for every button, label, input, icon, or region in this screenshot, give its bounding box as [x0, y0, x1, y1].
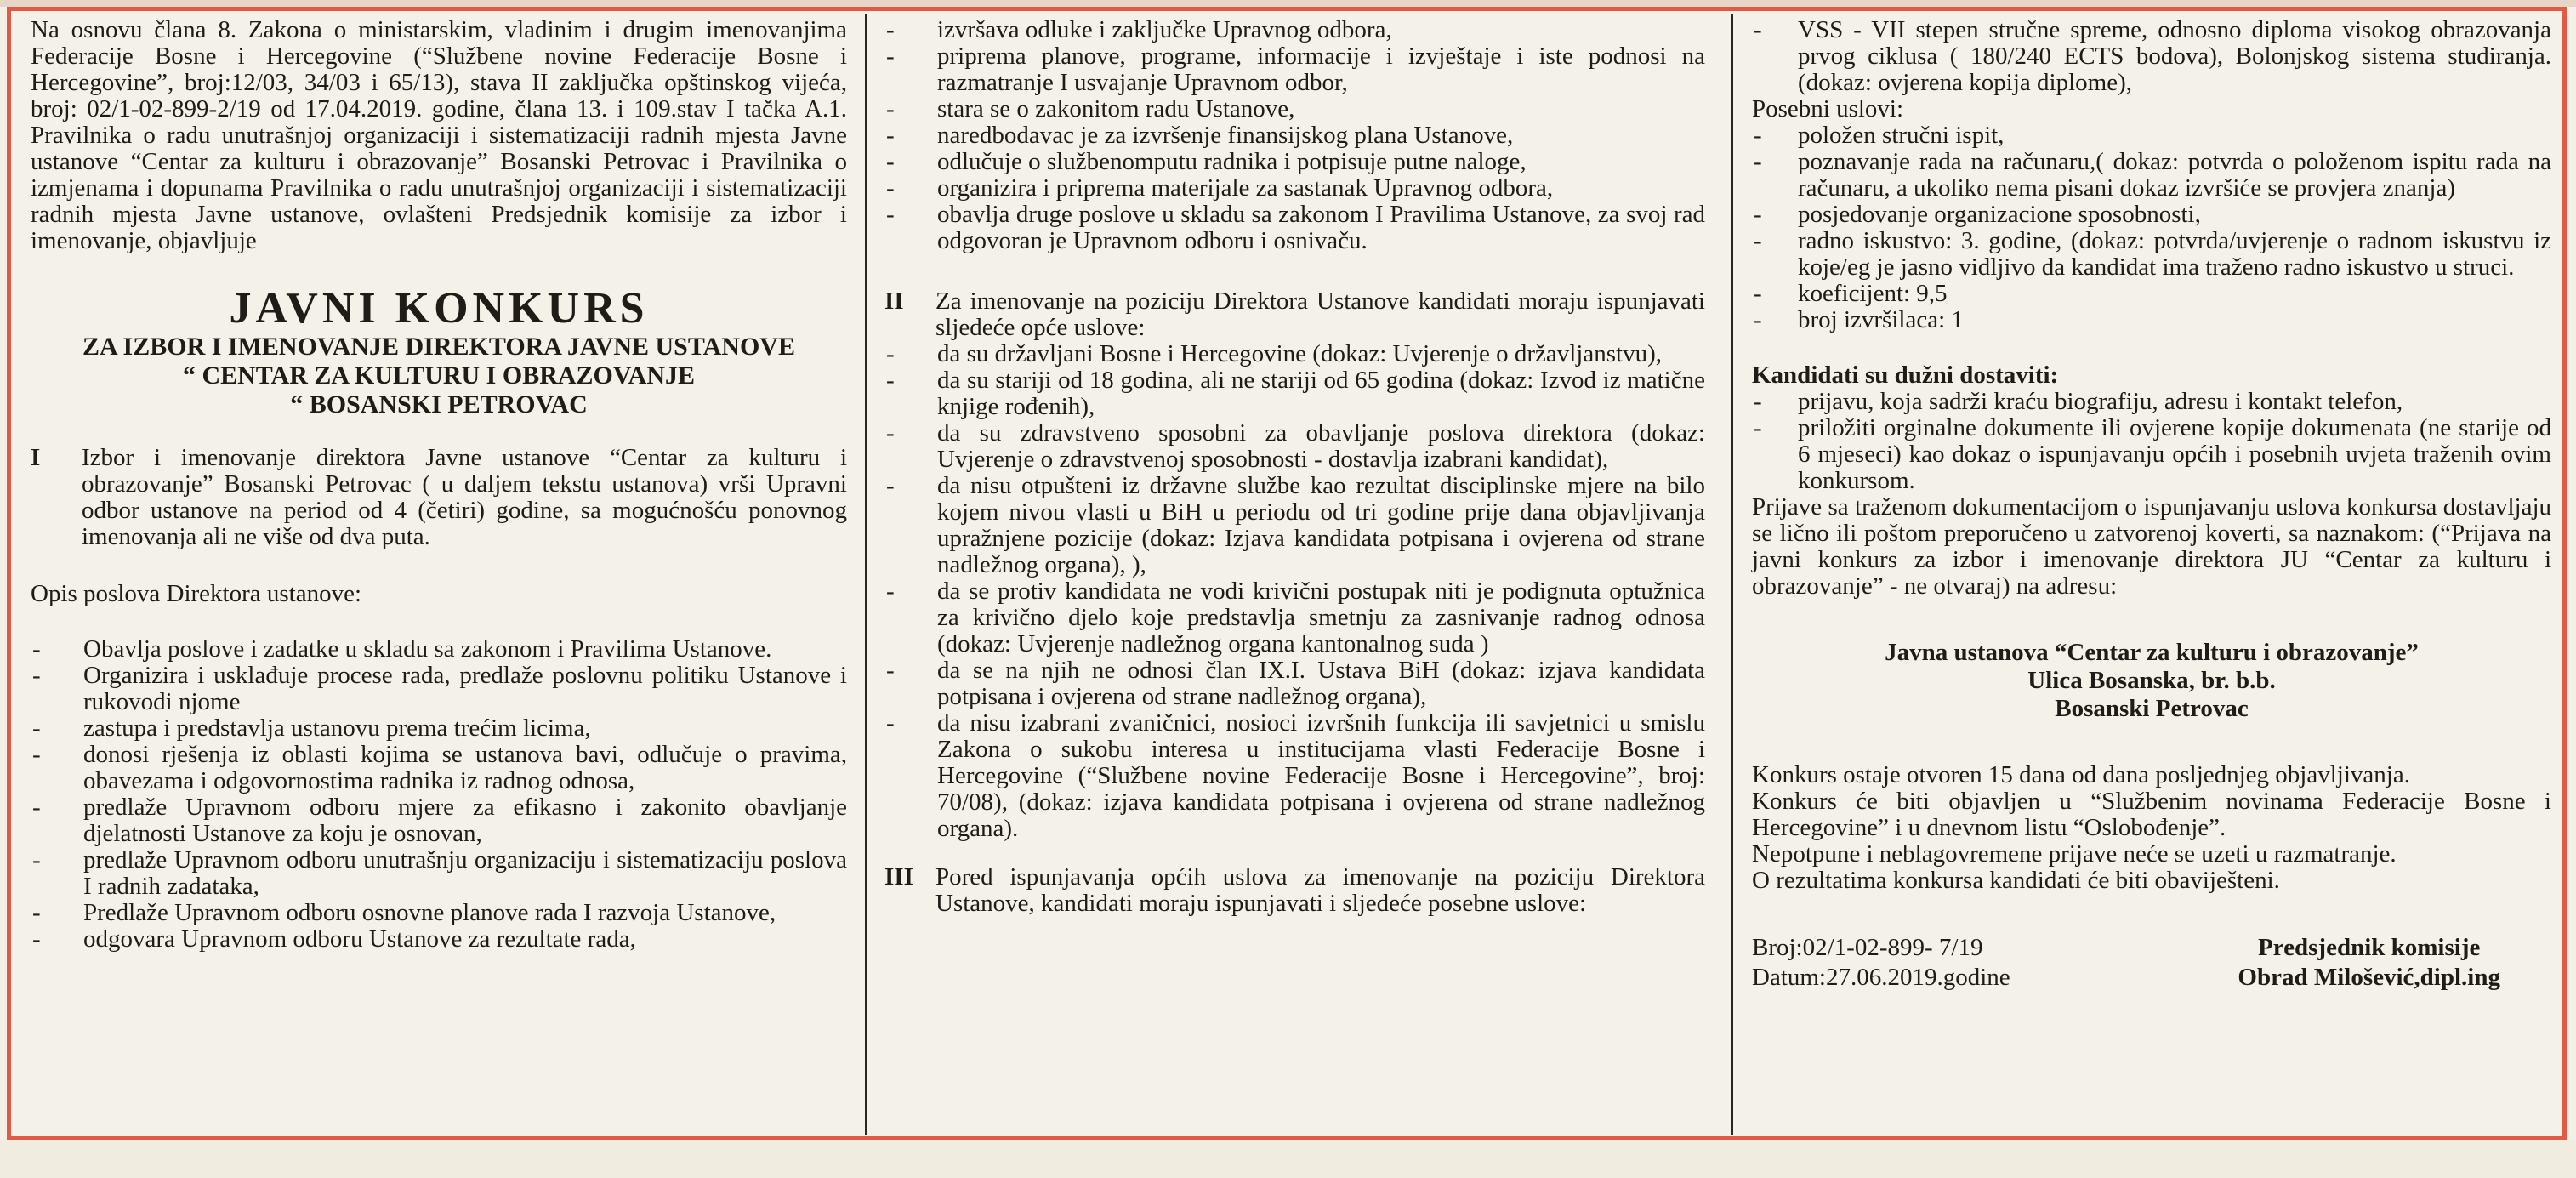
special-conditions-list: [1752, 122, 2551, 333]
list-item: - priložiti orginalne dokumente ili ovjerene kopije dokumenata (ne starije od 6 mjeseci) kao dokaz o ispunjavanju općih i posebnih uvjeta traženih ovim konkursom.: [1752, 415, 2551, 494]
list-item: - položen stručni ispit,: [1752, 122, 2551, 149]
list-item: - da su državljani Bosne i Hercegovine (dokaz: Uvjerenje o državljanstvu),: [884, 341, 1705, 367]
list-item: - VSS - VII stepen stručne spreme, odnosno diploma visokog obrazovanja prvog ciklusa ( 180/240 ECTS bodova), Bolonjskog sistema studiranja. (dokaz: ovjerena kopija diplome),: [1752, 17, 2551, 96]
duties-list-2: [884, 17, 1705, 254]
list-item: - obavlja druge poslove u skladu sa zakonom I Pravilima Ustanove, za svoj rad odgovoran je Upravnom odboru i osnivaču.: [884, 202, 1705, 254]
address-block: [1752, 639, 2551, 723]
list-item: - posjedovanje organizacione sposobnosti,: [1752, 202, 2551, 228]
list-item: - priprema planove, programe, informacije i izvještaje i iste podnosi na razmatranje I usvajanje Upravnom odbor,: [884, 43, 1705, 96]
list-item: - prijavu, koja sadrži kraću biografiju, adresu i kontakt telefon,: [1752, 389, 2551, 415]
signature-block: [2238, 933, 2551, 993]
page-title: JAVNI KONKURS: [229, 284, 649, 333]
special-conditions-heading: Posebni uslovi:: [1752, 95, 1904, 122]
list-item: - predlaže Upravnom odboru unutrašnju organizaciju i sistematizaciju poslova I radnih zadataka,: [31, 847, 847, 900]
column-1: [31, 17, 847, 953]
education-requirement-list: [1752, 17, 2551, 96]
section-1-number: I: [31, 444, 41, 471]
list-item: - izvršava odluke i zaključke Upravnog odbora,: [884, 17, 1705, 43]
duties-heading: Opis poslova Direktora ustanove:: [31, 580, 362, 607]
list-item: - Organizira i usklađuje procese rada, predlaže poslovnu politiku Ustanove i rukovodi njome: [31, 663, 847, 715]
list-item: - poznavanje rada na računaru,( dokaz: potvrda o položenom ispitu rada na računaru, a ukoliko nema pisani dokaz izvršiće se provjera znanja): [1752, 149, 2551, 202]
section-3-number: III: [884, 863, 913, 891]
subtitle-line-1: ZA IZBOR I IMENOVANJE DIREKTORA JAVNE USTANOVE: [82, 333, 795, 361]
address-line-1: Javna ustanova “Centar za kulturu i obrazovanje”: [1885, 639, 2419, 666]
list-item: - broj izvršilaca: 1: [1752, 307, 2551, 333]
deliver-heading: Kandidati su dužni dostaviti:: [1752, 361, 2059, 389]
duties-list-1: [31, 636, 847, 953]
section-1-text: Izbor i imenovanje direktora Javne ustanove “Centar za kulturu i obrazovanje” Bosanski Petrovac ( u daljem tekstu ustanova) vrši Upravni odbor ustanove na period od 4 (četiri) godine, sa mogućnošću ponovnog imenovanja ali ne više od dva puta.: [82, 444, 847, 550]
list-item: - odlučuje o službenomputu radnika i potpisuje putne naloge,: [884, 149, 1705, 175]
list-item: - da su stariji od 18 godina, ali ne stariji od 65 godina (dokaz: Izvod iz matične knjige rođenih),: [884, 367, 1705, 420]
submission-paragraph: Prijave sa traženom dokumentacijom o ispunjavanju uslova konkursa dostavljaju se lično ili poštom preporučeno u zatvorenoj koverti, sa naznakom: (“Prijava na javni konkurs za izbor i imenovanje direktora JU “Centar za kulturu i obrazovanje” - ne otvaraj) na adresu:: [1752, 493, 2551, 600]
column-2: [884, 17, 1705, 917]
list-item: - da nisu otpušteni iz državne službe kao rezultat disciplinske mjere na bilo kojem nivou vlasti u BiH u periodu od tri godine prije dana objavljivanja upražnjene pozicije (dokaz: Izjava kandidata potpisana i ovjerena od strane nadležnog organa), ),: [884, 473, 1705, 578]
list-item: - Predlaže Upravnom odboru osnovne planove rada I razvoja Ustanove,: [31, 900, 847, 926]
list-item: - naredbodavac je za izvršenje finansijskog plana Ustanove,: [884, 122, 1705, 149]
list-item: - Obavlja poslove i zadatke u skladu sa zakonom i Pravilima Ustanove.: [31, 636, 847, 663]
subtitle-line-3: “ BOSANSKI PETROVAC: [290, 390, 588, 418]
intro-paragraph: Na osnovu člana 8. Zakona o ministarskim, vladinim i drugim imenovanjima Federacije Bosne i Hercegovine (“Službene novine Federacije Bosne i Hercegovine”, broj:12/03, 34/03 i 65/13), stava II zaključka opštinskog vijeća, broj: 02/1-02-899-2/19 od 17.04.2019. godine, člana 13. i 109.stav I tačka A.1. Pravilnika o radu unutrašnjoj organizaciji i sistematizaciji radnih mjesta Javne ustanove “Centar za kulturu i obrazovanje” Bosanski Petrovac i Pravilnika o izmjenama i dopunama Pravilnika o radu unutrašnjoj organizaciji i sistematizaciji radnih mjesta Javne ustanove, ovlašteni Predsjednik komisije za izbor i imenovanje, objavljuje: [31, 16, 847, 254]
signer-name: Obrad Milošević,dipl.ing: [2238, 964, 2500, 991]
section-3: [884, 864, 1705, 917]
footer-reference: [1752, 933, 2010, 993]
address-line-3: Bosanski Petrovac: [2055, 695, 2249, 722]
note-line: Nepotpune i neblagovremene prijave neće se uzeti u razmatranje.: [1752, 840, 2397, 868]
document-date: Datum:27.06.2019.godine: [1752, 964, 2010, 991]
section-1: [31, 445, 847, 550]
list-item: - radno iskustvo: 3. godine, (dokaz: potvrda/uvjerenje o radnom iskustvu iz koje/eg je jasno vidljivo da kandidat ima traženo radno iskustvo u struci.: [1752, 228, 2551, 281]
signer-title: Predsjednik komisije: [2258, 934, 2481, 961]
address-line-2: Ulica Bosanska, br. b.b.: [2027, 667, 2276, 694]
list-item: - stara se o zakonitom radu Ustanove,: [884, 96, 1705, 122]
section-2: [884, 288, 1705, 341]
list-item: - predlaže Upravnom odboru mjere za efikasno i zakonito obavljanje djelatnosti Ustanove za koju je osnovan,: [31, 794, 847, 847]
list-item: - odgovara Upravnom odboru Ustanove za rezultate rada,: [31, 926, 847, 953]
column-divider-1: [865, 14, 867, 1135]
deliver-list: [1752, 389, 2551, 494]
list-item: - da se protiv kandidata ne vodi krivični postupak niti je podignuta optužnica za krivično djelo koje predstavlja smetnju za zasnivanje radnog odnosa (dokaz: Uvjerenje nadležnog organa kantonalnog suda ): [884, 578, 1705, 657]
document-number: Broj:02/1-02-899- 7/19: [1752, 934, 1983, 961]
list-item: - da nisu izabrani zvaničnici, nosioci izvršnih funkcija ili savjetnici u smislu Zakona o sukobu interesa u institucijama vlasti Federacije Bosne i Hercegovine (“Službene novine Federacije Bosne i Hercegovine”, broj: 70/08), (dokaz: izjava kandidata potpisana i ovjerena od strane nadležnog organa).: [884, 710, 1705, 842]
note-line: Konkurs ostaje otvoren 15 dana od dana posljednjeg objavljivanja.: [1752, 761, 2410, 788]
subtitle-line-2: “ CENTAR ZA KULTURU I OBRAZOVANJE: [182, 361, 696, 390]
list-item: - da su zdravstveno sposobni za obavljanje poslova direktora (dokaz: Uvjerenje o zdravstvenoj sposobnosti - dostavlja izabrani kandidat),: [884, 420, 1705, 473]
general-conditions-list: [884, 341, 1705, 842]
list-item: - zastupa i predstavlja ustanovu prema trećim licima,: [31, 715, 847, 742]
column-divider-2: [1731, 14, 1733, 1135]
note-line: Konkurs će biti objavljen u “Službenim novinama Federacije Bosne i Hercegovine” i u dnevnom listu “Oslobođenje”.: [1752, 788, 2551, 841]
section-2-number: II: [884, 287, 904, 315]
footer: [1752, 933, 2551, 993]
list-item: - donosi rješenja iz oblasti kojima se ustanova bavi, odlučuje o pravima, obavezama i odgovornostima radnika iz radnog odnosa,: [31, 742, 847, 794]
notes-block: [1752, 762, 2551, 894]
note-line: O rezultatima konkursa kandidati će biti obaviješteni.: [1752, 867, 2280, 894]
section-2-text: Za imenovanje na poziciju Direktora Ustanove kandidati moraju ispunjavati sljedeće opće uslove:: [935, 287, 1705, 341]
column-3: [1752, 17, 2551, 993]
list-item: - organizira i priprema materijale za sastanak Upravnog odbora,: [884, 175, 1705, 202]
list-item: - koeficijent: 9,5: [1752, 281, 2551, 307]
list-item: - da se na njih ne odnosi član IX.I. Ustava BiH (dokaz: izjava kandidata potpisana i ovjerena od strane nadležnog organa),: [884, 657, 1705, 710]
section-3-text: Pored ispunjavanja općih uslova za imenovanje na poziciju Direktora Ustanove, kandidati moraju ispunjavati i sljedeće posebne uslove:: [935, 863, 1705, 917]
